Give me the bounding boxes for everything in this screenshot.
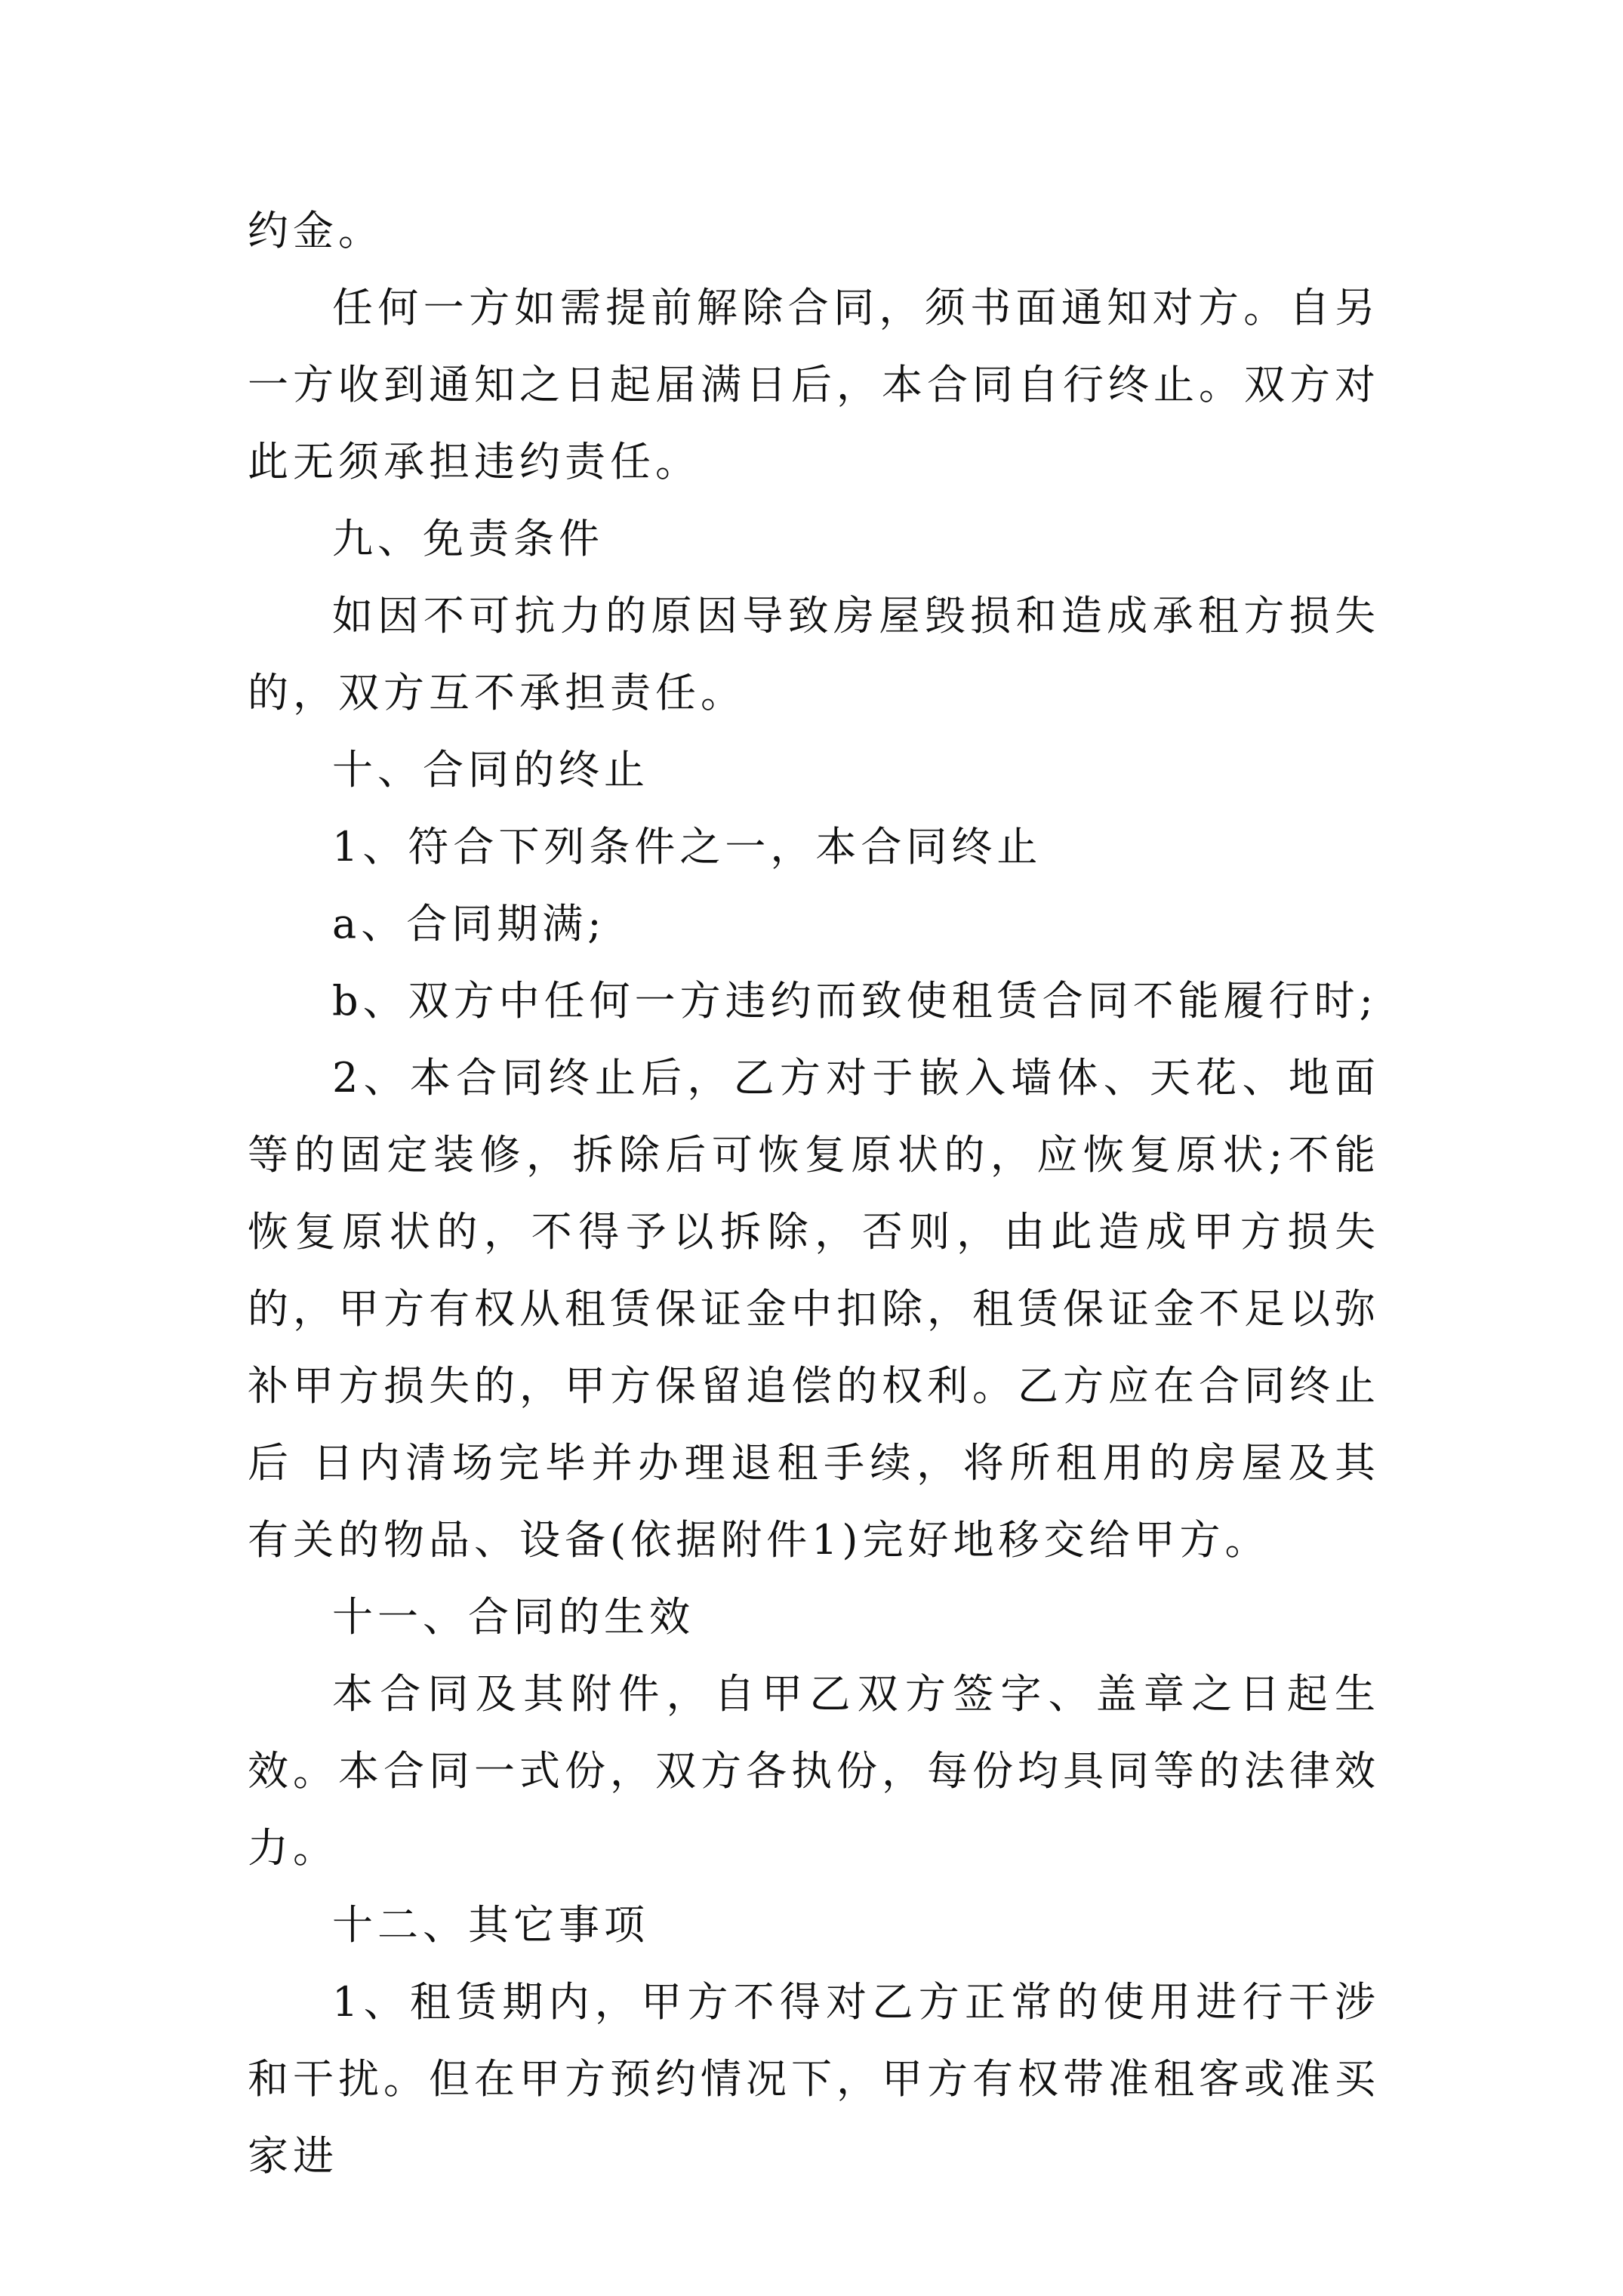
paragraph: 本合同及其附件，自甲乙双方签字、盖章之日起生效。本合同一式份，双方各执份，每份均具同等的法律效力。 [248,1670,1380,1872]
list-item: 1、符合下列条件之一，本合同终止 [332,823,1042,871]
list-item: 2、本合同终止后，乙方对于嵌入墙体、天花、地面等的固定装修，拆除后可恢复原状的，应恢复原状;不能恢复原状的，不得予以拆除，否则，由此造成甲方损失的，甲方有权从租赁保证金中扣除，租赁保证金不足以弥补甲方损失的，甲方保留追偿的权利。乙方应在合同终止后 日内清场完毕并办理退租手续，将所租用的房屋及其有关的物品、设备(依据附件1)完好地移交给甲方。 [248,1054,1380,1564]
section-heading: 十二、其它事项 [332,1901,649,1949]
paragraph: 如因不可抗力的原因导致房屋毁损和造成承租方损失的，双方互不承担责任。 [248,592,1380,717]
document-body [248,193,1380,2195]
section-heading: 十、合同的终止 [332,746,649,794]
list-item: b、双方中任何一方违约而致使租赁合同不能履行时; [332,977,1378,1025]
list-item: a、合同期满; [332,900,606,948]
paragraph: 任何一方如需提前解除合同，须书面通知对方。自另一方收到通知之日起届满日后，本合同自行终止。双方对此无须承担违约责任。 [248,284,1380,485]
section-heading: 九、免责条件 [332,515,604,562]
section-heading: 十一、合同的生效 [332,1593,694,1641]
list-item: 1、租赁期内，甲方不得对乙方正常的使用进行干涉和干扰。但在甲方预约情况下，甲方有权带准租客或准买家进 [248,1978,1380,2180]
paragraph: 约金。 [248,207,383,254]
